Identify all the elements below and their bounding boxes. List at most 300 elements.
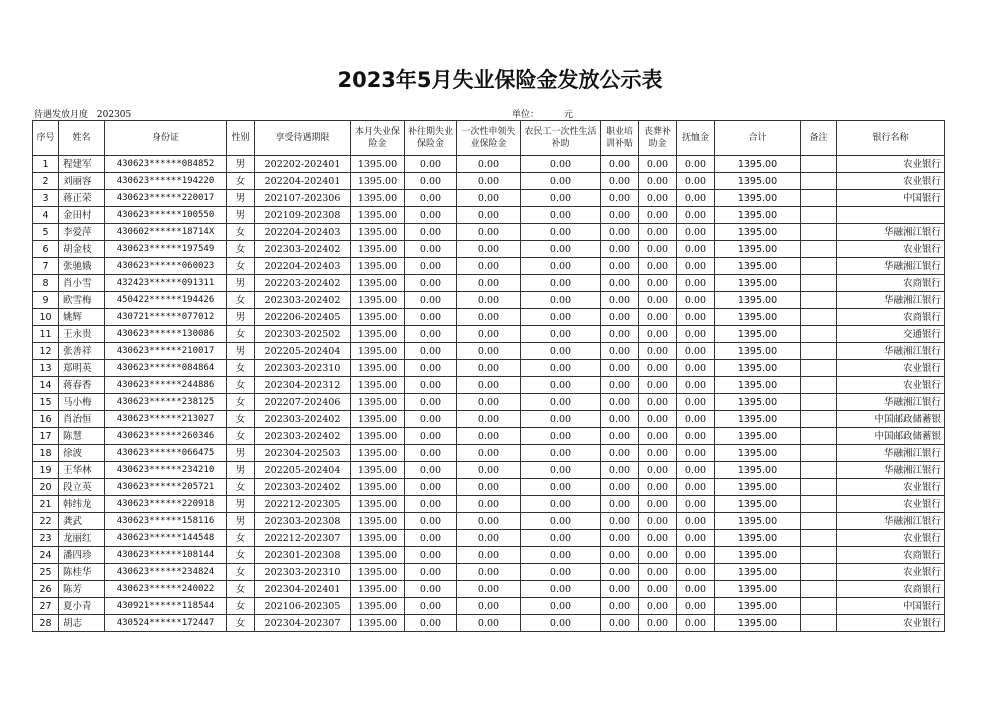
migrant-subsidy-cell: 0.00 xyxy=(521,207,601,224)
pension-cell: 0.00 xyxy=(677,326,715,343)
bank-cell: 华融湘江银行 xyxy=(837,224,945,241)
total-cell: 1395.00 xyxy=(715,190,801,207)
monthly-cell: 1395.00 xyxy=(351,377,405,394)
monthly-cell: 1395.00 xyxy=(351,547,405,564)
name-cell: 王永贵 xyxy=(59,326,105,343)
migrant-subsidy-cell: 0.00 xyxy=(521,360,601,377)
remark-cell xyxy=(801,462,837,479)
training-cell: 0.00 xyxy=(601,428,639,445)
lump-sum-cell: 0.00 xyxy=(457,241,521,258)
table-row xyxy=(33,173,945,190)
seq-cell: 15 xyxy=(33,394,59,411)
table-row xyxy=(33,258,945,275)
back-pay-cell: 0.00 xyxy=(405,479,457,496)
seq-cell: 13 xyxy=(33,360,59,377)
pay-month-value: 202305 xyxy=(96,110,132,120)
monthly-cell: 1395.00 xyxy=(351,462,405,479)
lump-sum-cell: 0.00 xyxy=(457,292,521,309)
seq-cell: 16 xyxy=(33,411,59,428)
training-cell: 0.00 xyxy=(601,241,639,258)
lump-sum-cell: 0.00 xyxy=(457,309,521,326)
period-cell: 202303-202402 xyxy=(255,241,351,258)
seq-cell: 12 xyxy=(33,343,59,360)
name-cell: 程建军 xyxy=(59,156,105,173)
seq-cell: 7 xyxy=(33,258,59,275)
total-cell: 1395.00 xyxy=(715,547,801,564)
table-row xyxy=(33,547,945,564)
total-cell: 1395.00 xyxy=(715,275,801,292)
period-cell: 202106-202305 xyxy=(255,598,351,615)
back-pay-cell: 0.00 xyxy=(405,173,457,190)
pay-month-meta xyxy=(34,107,131,120)
seq-cell: 25 xyxy=(33,564,59,581)
monthly-cell: 1395.00 xyxy=(351,275,405,292)
pension-cell: 0.00 xyxy=(677,173,715,190)
back-pay-cell: 0.00 xyxy=(405,581,457,598)
training-cell: 0.00 xyxy=(601,258,639,275)
funeral-cell: 0.00 xyxy=(639,411,677,428)
funeral-cell: 0.00 xyxy=(639,275,677,292)
funeral-cell: 0.00 xyxy=(639,445,677,462)
training-cell: 0.00 xyxy=(601,343,639,360)
name-cell: 段立英 xyxy=(59,479,105,496)
pension-cell: 0.00 xyxy=(677,479,715,496)
bank-cell: 农业银行 xyxy=(837,173,945,190)
remark-cell xyxy=(801,445,837,462)
seq-cell: 18 xyxy=(33,445,59,462)
pension-cell: 0.00 xyxy=(677,411,715,428)
id-cell: 430623******066475 xyxy=(105,445,227,462)
back-pay-cell: 0.00 xyxy=(405,275,457,292)
table-row xyxy=(33,292,945,309)
migrant-subsidy-cell: 0.00 xyxy=(521,462,601,479)
remark-cell xyxy=(801,394,837,411)
migrant-subsidy-cell: 0.00 xyxy=(521,445,601,462)
migrant-subsidy-cell: 0.00 xyxy=(521,275,601,292)
back-pay-cell: 0.00 xyxy=(405,564,457,581)
total-cell: 1395.00 xyxy=(715,343,801,360)
id-cell: 430623******234824 xyxy=(105,564,227,581)
id-cell: 430524******172447 xyxy=(105,615,227,632)
bank-cell: 农业银行 xyxy=(837,156,945,173)
bank-cell: 农业银行 xyxy=(837,496,945,513)
back-pay-cell: 0.00 xyxy=(405,513,457,530)
total-cell: 1395.00 xyxy=(715,496,801,513)
pension-cell: 0.00 xyxy=(677,530,715,547)
funeral-cell: 0.00 xyxy=(639,241,677,258)
seq-cell: 14 xyxy=(33,377,59,394)
id-cell: 430623******100550 xyxy=(105,207,227,224)
pension-cell: 0.00 xyxy=(677,445,715,462)
gender-cell: 女 xyxy=(227,411,255,428)
remark-cell xyxy=(801,207,837,224)
bank-cell: 农业银行 xyxy=(837,479,945,496)
bank-cell: 交通银行 xyxy=(837,326,945,343)
bank-cell: 华融湘江银行 xyxy=(837,343,945,360)
back-pay-cell: 0.00 xyxy=(405,360,457,377)
remark-cell xyxy=(801,156,837,173)
table-row xyxy=(33,428,945,445)
seq-cell: 26 xyxy=(33,581,59,598)
funeral-cell: 0.00 xyxy=(639,224,677,241)
total-cell: 1395.00 xyxy=(715,173,801,190)
seq-cell: 11 xyxy=(33,326,59,343)
pension-cell: 0.00 xyxy=(677,462,715,479)
remark-cell xyxy=(801,547,837,564)
name-cell: 金田村 xyxy=(59,207,105,224)
table-row xyxy=(33,360,945,377)
period-cell: 202205-202404 xyxy=(255,343,351,360)
training-cell: 0.00 xyxy=(601,377,639,394)
period-cell: 202203-202402 xyxy=(255,275,351,292)
table-row xyxy=(33,564,945,581)
funeral-cell: 0.00 xyxy=(639,479,677,496)
migrant-subsidy-cell: 0.00 xyxy=(521,411,601,428)
training-cell: 0.00 xyxy=(601,275,639,292)
back-pay-cell: 0.00 xyxy=(405,530,457,547)
gender-cell: 男 xyxy=(227,275,255,292)
back-pay-cell: 0.00 xyxy=(405,207,457,224)
migrant-subsidy-cell: 0.00 xyxy=(521,615,601,632)
lump-sum-cell: 0.00 xyxy=(457,462,521,479)
remark-cell xyxy=(801,173,837,190)
bank-cell: 中国邮政储蓄银 xyxy=(837,428,945,445)
seq-cell: 24 xyxy=(33,547,59,564)
monthly-cell: 1395.00 xyxy=(351,598,405,615)
table-row xyxy=(33,275,945,292)
training-cell: 0.00 xyxy=(601,615,639,632)
bank-cell: 农业银行 xyxy=(837,564,945,581)
name-cell: 陈慧 xyxy=(59,428,105,445)
id-cell: 430623******194220 xyxy=(105,173,227,190)
monthly-cell: 1395.00 xyxy=(351,513,405,530)
id-cell: 430623******220017 xyxy=(105,190,227,207)
id-cell: 430623******084852 xyxy=(105,156,227,173)
monthly-cell: 1395.00 xyxy=(351,207,405,224)
period-cell: 202303-202310 xyxy=(255,564,351,581)
unit-value: 元 xyxy=(563,110,573,120)
training-cell: 0.00 xyxy=(601,394,639,411)
name-cell: 陈桂华 xyxy=(59,564,105,581)
monthly-cell: 1395.00 xyxy=(351,581,405,598)
lump-sum-cell: 0.00 xyxy=(457,326,521,343)
funeral-cell: 0.00 xyxy=(639,496,677,513)
total-cell: 1395.00 xyxy=(715,428,801,445)
header-col-monthly: 本月失业保险金 xyxy=(351,121,405,156)
back-pay-cell: 0.00 xyxy=(405,258,457,275)
remark-cell xyxy=(801,530,837,547)
id-cell: 430721******077012 xyxy=(105,309,227,326)
monthly-cell: 1395.00 xyxy=(351,564,405,581)
table-row xyxy=(33,309,945,326)
lump-sum-cell: 0.00 xyxy=(457,343,521,360)
name-cell: 李爱萍 xyxy=(59,224,105,241)
pension-cell: 0.00 xyxy=(677,292,715,309)
monthly-cell: 1395.00 xyxy=(351,343,405,360)
training-cell: 0.00 xyxy=(601,530,639,547)
id-cell: 450422******194426 xyxy=(105,292,227,309)
back-pay-cell: 0.00 xyxy=(405,224,457,241)
funeral-cell: 0.00 xyxy=(639,581,677,598)
table-body xyxy=(33,156,945,632)
lump-sum-cell: 0.00 xyxy=(457,360,521,377)
table-row xyxy=(33,343,945,360)
name-cell: 刘丽容 xyxy=(59,173,105,190)
back-pay-cell: 0.00 xyxy=(405,445,457,462)
remark-cell xyxy=(801,309,837,326)
id-cell: 430623******213027 xyxy=(105,411,227,428)
gender-cell: 女 xyxy=(227,615,255,632)
bank-cell: 农业银行 xyxy=(837,615,945,632)
id-cell: 430623******238125 xyxy=(105,394,227,411)
monthly-cell: 1395.00 xyxy=(351,615,405,632)
total-cell: 1395.00 xyxy=(715,530,801,547)
funeral-cell: 0.00 xyxy=(639,326,677,343)
lump-sum-cell: 0.00 xyxy=(457,190,521,207)
pay-month-label: 待遇发放月度 xyxy=(34,110,89,120)
bank-cell: 农商银行 xyxy=(837,547,945,564)
seq-cell: 20 xyxy=(33,479,59,496)
id-cell: 432423******091311 xyxy=(105,275,227,292)
total-cell: 1395.00 xyxy=(715,241,801,258)
seq-cell: 10 xyxy=(33,309,59,326)
remark-cell xyxy=(801,224,837,241)
training-cell: 0.00 xyxy=(601,326,639,343)
pension-cell: 0.00 xyxy=(677,547,715,564)
migrant-subsidy-cell: 0.00 xyxy=(521,479,601,496)
bank-cell: 农业银行 xyxy=(837,241,945,258)
name-cell: 肖小雪 xyxy=(59,275,105,292)
remark-cell xyxy=(801,190,837,207)
lump-sum-cell: 0.00 xyxy=(457,394,521,411)
bank-cell: 农业银行 xyxy=(837,360,945,377)
funeral-cell: 0.00 xyxy=(639,207,677,224)
header-col-remark: 备注 xyxy=(801,121,837,156)
remark-cell xyxy=(801,275,837,292)
period-cell: 202304-202312 xyxy=(255,377,351,394)
seq-cell: 5 xyxy=(33,224,59,241)
gender-cell: 女 xyxy=(227,581,255,598)
training-cell: 0.00 xyxy=(601,598,639,615)
funeral-cell: 0.00 xyxy=(639,377,677,394)
funeral-cell: 0.00 xyxy=(639,309,677,326)
header-col-pension: 抚恤金 xyxy=(677,121,715,156)
gender-cell: 女 xyxy=(227,394,255,411)
id-cell: 430623******240022 xyxy=(105,581,227,598)
training-cell: 0.00 xyxy=(601,445,639,462)
seq-cell: 6 xyxy=(33,241,59,258)
lump-sum-cell: 0.00 xyxy=(457,564,521,581)
gender-cell: 男 xyxy=(227,462,255,479)
lump-sum-cell: 0.00 xyxy=(457,224,521,241)
monthly-cell: 1395.00 xyxy=(351,190,405,207)
id-cell: 430623******210017 xyxy=(105,343,227,360)
remark-cell xyxy=(801,496,837,513)
back-pay-cell: 0.00 xyxy=(405,428,457,445)
migrant-subsidy-cell: 0.00 xyxy=(521,428,601,445)
period-cell: 202204-202403 xyxy=(255,258,351,275)
gender-cell: 男 xyxy=(227,207,255,224)
gender-cell: 女 xyxy=(227,258,255,275)
table-row xyxy=(33,411,945,428)
table-row xyxy=(33,445,945,462)
gender-cell: 男 xyxy=(227,190,255,207)
training-cell: 0.00 xyxy=(601,173,639,190)
back-pay-cell: 0.00 xyxy=(405,309,457,326)
pension-cell: 0.00 xyxy=(677,241,715,258)
pension-cell: 0.00 xyxy=(677,156,715,173)
remark-cell xyxy=(801,292,837,309)
table-row xyxy=(33,462,945,479)
funeral-cell: 0.00 xyxy=(639,258,677,275)
header-col-migrant-subsidy: 农民工一次性生活补助 xyxy=(521,121,601,156)
remark-cell xyxy=(801,598,837,615)
migrant-subsidy-cell: 0.00 xyxy=(521,581,601,598)
training-cell: 0.00 xyxy=(601,292,639,309)
period-cell: 202304-202401 xyxy=(255,581,351,598)
table-row xyxy=(33,156,945,173)
id-cell: 430623******234210 xyxy=(105,462,227,479)
bank-cell: 农商银行 xyxy=(837,581,945,598)
total-cell: 1395.00 xyxy=(715,615,801,632)
header-col-id: 身份证 xyxy=(105,121,227,156)
gender-cell: 女 xyxy=(227,241,255,258)
header-col-gender: 性别 xyxy=(227,121,255,156)
back-pay-cell: 0.00 xyxy=(405,241,457,258)
training-cell: 0.00 xyxy=(601,190,639,207)
training-cell: 0.00 xyxy=(601,496,639,513)
total-cell: 1395.00 xyxy=(715,394,801,411)
bank-cell xyxy=(837,207,945,224)
remark-cell xyxy=(801,513,837,530)
lump-sum-cell: 0.00 xyxy=(457,411,521,428)
header-col-total: 合计 xyxy=(715,121,801,156)
migrant-subsidy-cell: 0.00 xyxy=(521,496,601,513)
monthly-cell: 1395.00 xyxy=(351,309,405,326)
monthly-cell: 1395.00 xyxy=(351,394,405,411)
lump-sum-cell: 0.00 xyxy=(457,275,521,292)
back-pay-cell: 0.00 xyxy=(405,394,457,411)
seq-cell: 4 xyxy=(33,207,59,224)
period-cell: 202303-202310 xyxy=(255,360,351,377)
seq-cell: 21 xyxy=(33,496,59,513)
funeral-cell: 0.00 xyxy=(639,343,677,360)
training-cell: 0.00 xyxy=(601,360,639,377)
funeral-cell: 0.00 xyxy=(639,292,677,309)
total-cell: 1395.00 xyxy=(715,156,801,173)
remark-cell xyxy=(801,241,837,258)
gender-cell: 女 xyxy=(227,292,255,309)
total-cell: 1395.00 xyxy=(715,292,801,309)
migrant-subsidy-cell: 0.00 xyxy=(521,343,601,360)
back-pay-cell: 0.00 xyxy=(405,462,457,479)
table-row xyxy=(33,530,945,547)
remark-cell xyxy=(801,564,837,581)
remark-cell xyxy=(801,326,837,343)
bank-cell: 农业银行 xyxy=(837,530,945,547)
back-pay-cell: 0.00 xyxy=(405,292,457,309)
seq-cell: 19 xyxy=(33,462,59,479)
total-cell: 1395.00 xyxy=(715,377,801,394)
lump-sum-cell: 0.00 xyxy=(457,547,521,564)
seq-cell: 8 xyxy=(33,275,59,292)
total-cell: 1395.00 xyxy=(715,258,801,275)
table-row xyxy=(33,377,945,394)
migrant-subsidy-cell: 0.00 xyxy=(521,241,601,258)
gender-cell: 男 xyxy=(227,156,255,173)
period-cell: 202303-202402 xyxy=(255,428,351,445)
id-cell: 430623******158116 xyxy=(105,513,227,530)
pension-cell: 0.00 xyxy=(677,224,715,241)
name-cell: 欧雪梅 xyxy=(59,292,105,309)
lump-sum-cell: 0.00 xyxy=(457,445,521,462)
gender-cell: 男 xyxy=(227,343,255,360)
pension-cell: 0.00 xyxy=(677,377,715,394)
migrant-subsidy-cell: 0.00 xyxy=(521,547,601,564)
funeral-cell: 0.00 xyxy=(639,615,677,632)
training-cell: 0.00 xyxy=(601,479,639,496)
migrant-subsidy-cell: 0.00 xyxy=(521,377,601,394)
pension-cell: 0.00 xyxy=(677,360,715,377)
funeral-cell: 0.00 xyxy=(639,547,677,564)
remark-cell xyxy=(801,360,837,377)
training-cell: 0.00 xyxy=(601,513,639,530)
funeral-cell: 0.00 xyxy=(639,530,677,547)
migrant-subsidy-cell: 0.00 xyxy=(521,598,601,615)
bank-cell: 华融湘江银行 xyxy=(837,292,945,309)
migrant-subsidy-cell: 0.00 xyxy=(521,394,601,411)
total-cell: 1395.00 xyxy=(715,309,801,326)
total-cell: 1395.00 xyxy=(715,581,801,598)
name-cell: 肖治恒 xyxy=(59,411,105,428)
name-cell: 韩纬龙 xyxy=(59,496,105,513)
id-cell: 430921******118544 xyxy=(105,598,227,615)
name-cell: 蒋正荣 xyxy=(59,190,105,207)
back-pay-cell: 0.00 xyxy=(405,156,457,173)
gender-cell: 女 xyxy=(227,224,255,241)
name-cell: 马小梅 xyxy=(59,394,105,411)
funeral-cell: 0.00 xyxy=(639,156,677,173)
back-pay-cell: 0.00 xyxy=(405,343,457,360)
header-col-back-pay: 补往期失业保险金 xyxy=(405,121,457,156)
table-row xyxy=(33,479,945,496)
period-cell: 202304-202503 xyxy=(255,445,351,462)
training-cell: 0.00 xyxy=(601,156,639,173)
lump-sum-cell: 0.00 xyxy=(457,428,521,445)
total-cell: 1395.00 xyxy=(715,207,801,224)
period-cell: 202304-202307 xyxy=(255,615,351,632)
lump-sum-cell: 0.00 xyxy=(457,258,521,275)
lump-sum-cell: 0.00 xyxy=(457,530,521,547)
lump-sum-cell: 0.00 xyxy=(457,513,521,530)
total-cell: 1395.00 xyxy=(715,513,801,530)
id-cell: 430623******084864 xyxy=(105,360,227,377)
period-cell: 202212-202305 xyxy=(255,496,351,513)
unit-meta xyxy=(512,107,573,120)
table-row xyxy=(33,513,945,530)
monthly-cell: 1395.00 xyxy=(351,258,405,275)
name-cell: 胡志 xyxy=(59,615,105,632)
monthly-cell: 1395.00 xyxy=(351,411,405,428)
remark-cell xyxy=(801,615,837,632)
bank-cell: 中国邮政储蓄银 xyxy=(837,411,945,428)
table-row xyxy=(33,326,945,343)
funeral-cell: 0.00 xyxy=(639,462,677,479)
total-cell: 1395.00 xyxy=(715,360,801,377)
gender-cell: 女 xyxy=(227,173,255,190)
gender-cell: 男 xyxy=(227,445,255,462)
seq-cell: 3 xyxy=(33,190,59,207)
